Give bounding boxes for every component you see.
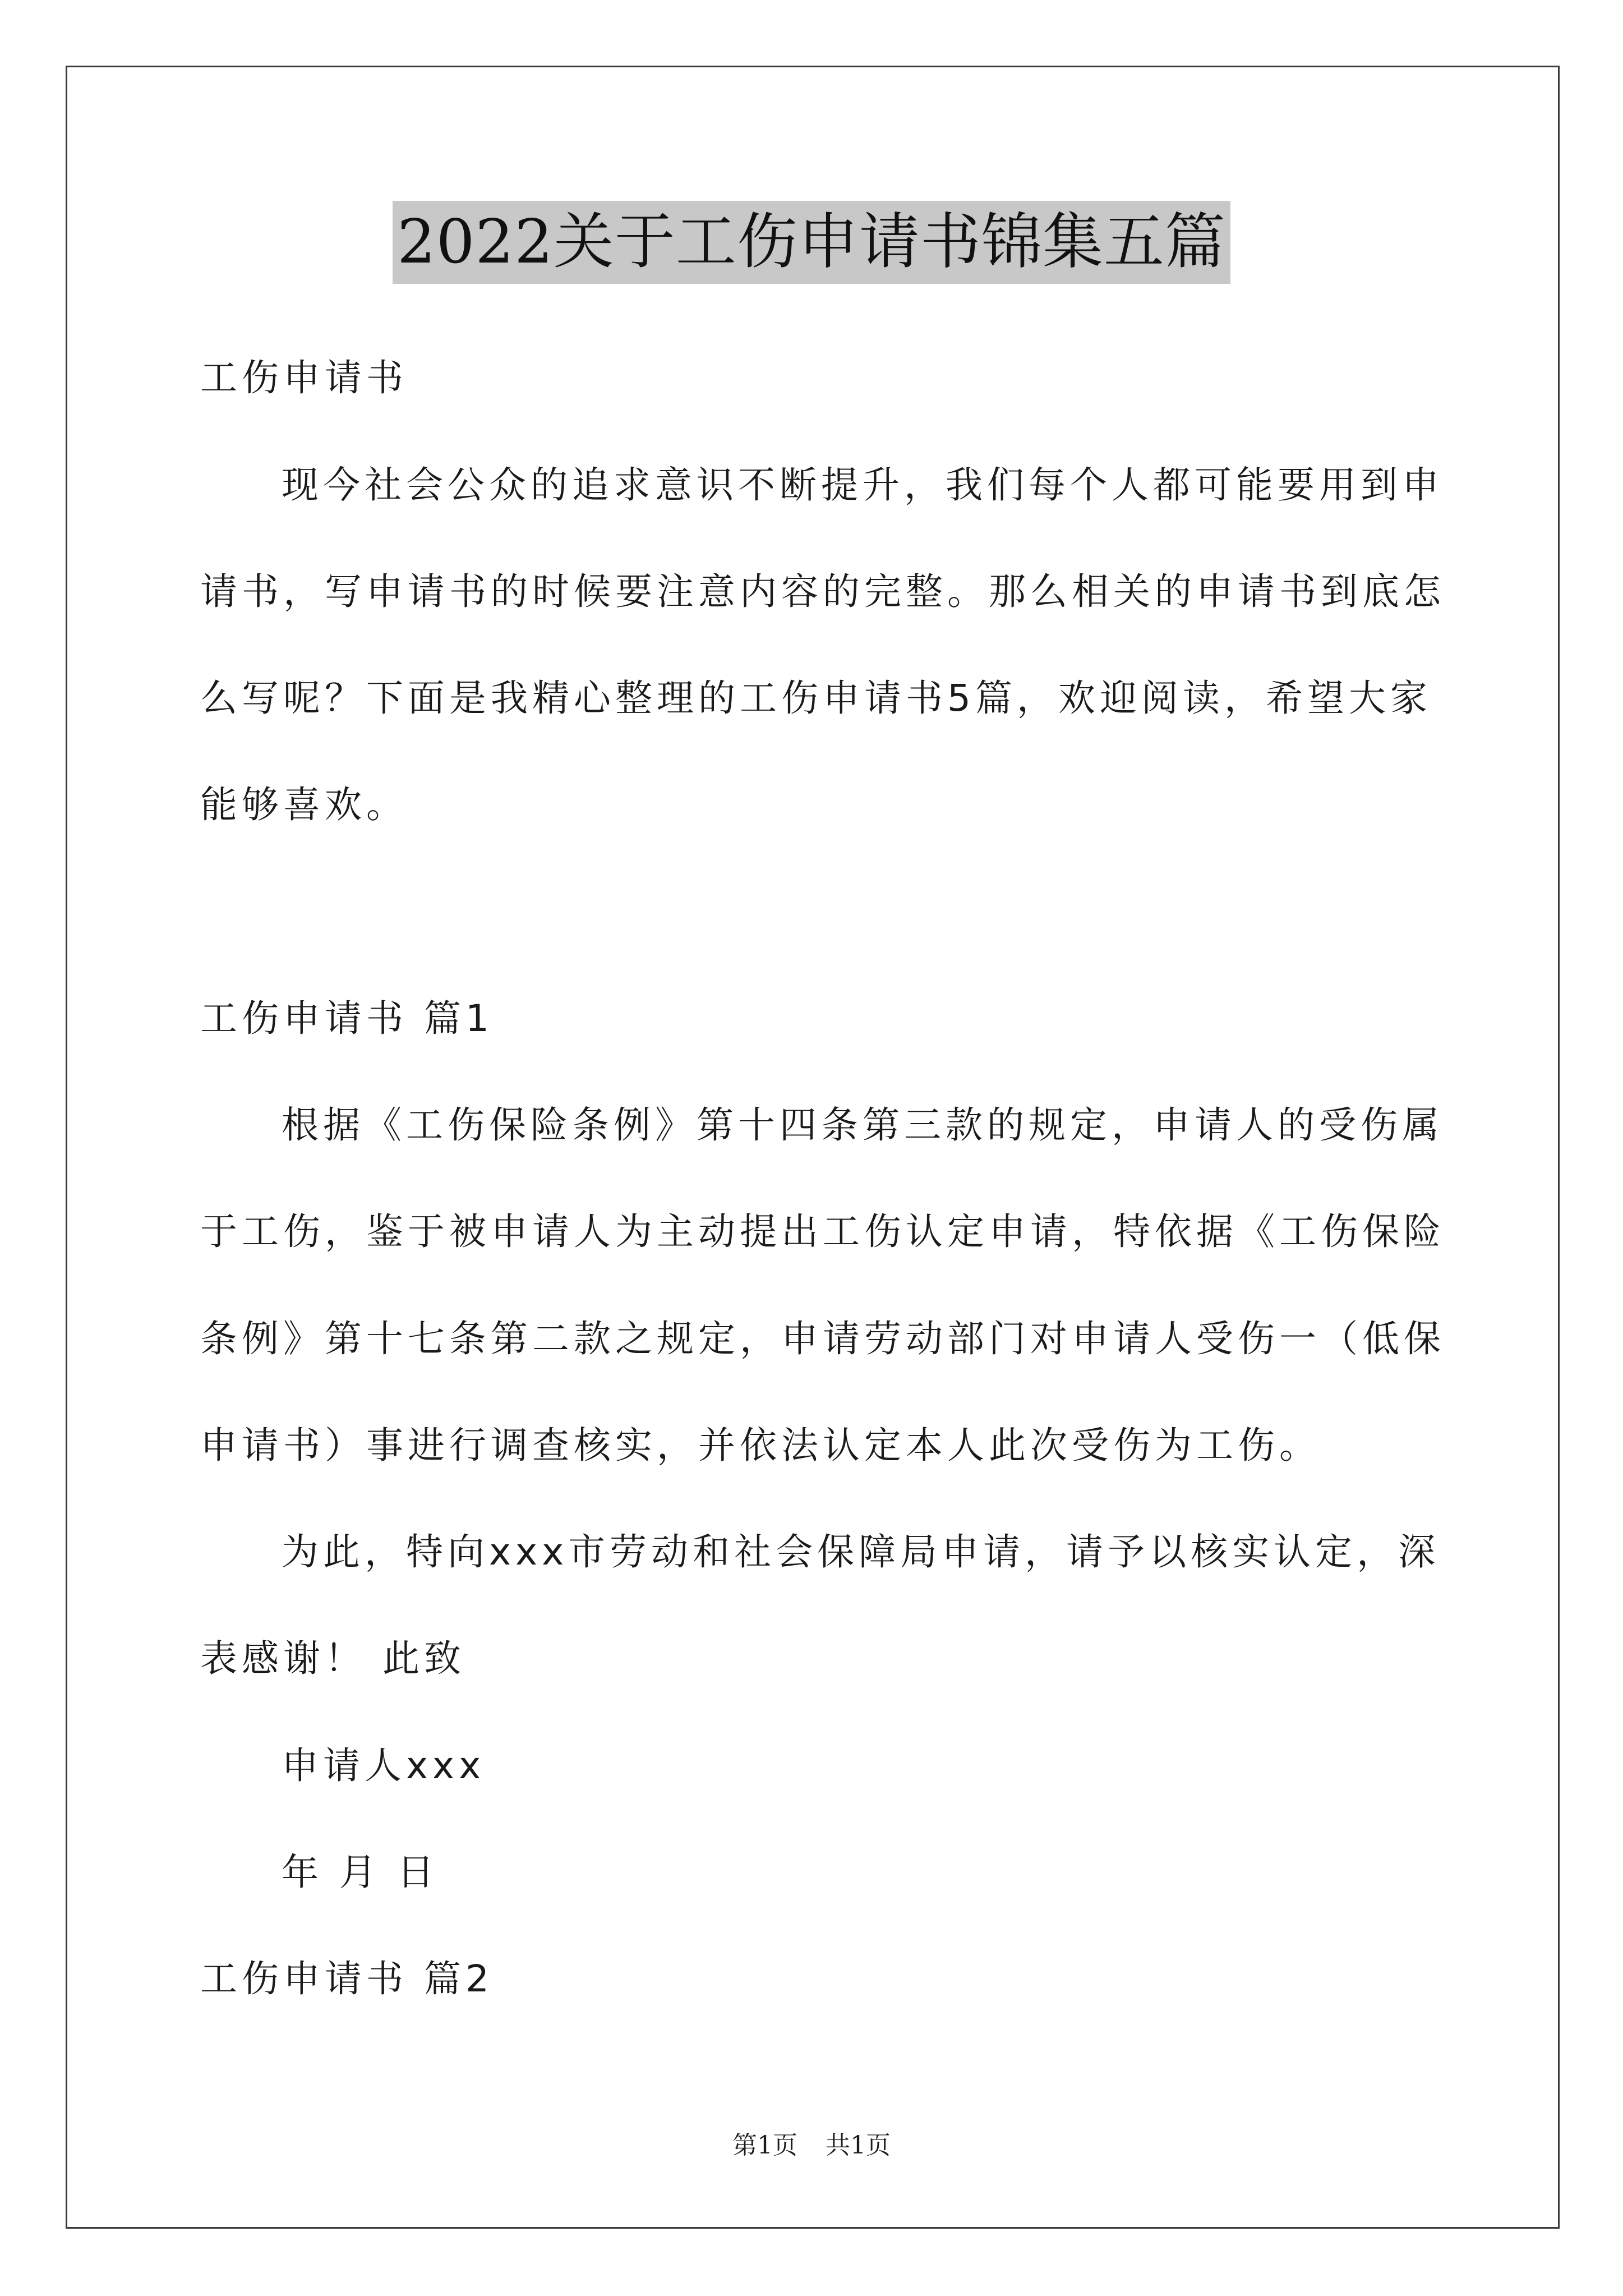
paragraph-line: 么写呢？下面是我精心整理的工伤申请书5篇，欢迎阅读，希望大家 bbox=[200, 677, 1432, 720]
title-container bbox=[0, 201, 1623, 284]
paragraph-line: 根据《工伤保险条例》第十四条第三款的规定，申请人的受伤属 bbox=[282, 1103, 1444, 1147]
paragraph-line: 为此，特向xxx市劳动和社会保障局申请，请予以核实认定，深 bbox=[282, 1530, 1440, 1573]
paragraph-line: 于工伤，鉴于被申请人为主动提出工伤认定申请，特依据《工伤保险 bbox=[200, 1210, 1445, 1253]
section-heading: 工伤申请书 篇1 bbox=[200, 997, 494, 1040]
paragraph-line: 现今社会公众的追求意识不断提升，我们每个人都可能要用到申 bbox=[282, 463, 1444, 507]
paragraph-line: 表感谢！ 此致 bbox=[200, 1637, 465, 1680]
section-heading: 工伤申请书 bbox=[200, 356, 408, 399]
document-title: 2022关于工伤申请书锦集五篇 bbox=[393, 201, 1230, 284]
section-heading: 工伤申请书 篇2 bbox=[200, 1957, 494, 2000]
paragraph-line: 请书，写申请书的时候要注意内容的完整。那么相关的申请书到底怎 bbox=[200, 570, 1445, 613]
paragraph-line: 申请书）事进行调查核实，并依法认定本人此次受伤为工伤。 bbox=[200, 1424, 1321, 1467]
page-number-total: 共1页 bbox=[826, 2131, 891, 2160]
signature-line: 申请人xxx bbox=[282, 1744, 486, 1787]
date-line: 年 月 日 bbox=[282, 1851, 439, 1894]
page-number-current: 第1页 bbox=[732, 2131, 797, 2160]
paragraph-line: 条例》第十七条第二款之规定，申请劳动部门对申请人受伤一（低保 bbox=[200, 1317, 1445, 1360]
paragraph-line: 能够喜欢。 bbox=[200, 783, 408, 826]
page-footer bbox=[0, 2129, 1623, 2162]
